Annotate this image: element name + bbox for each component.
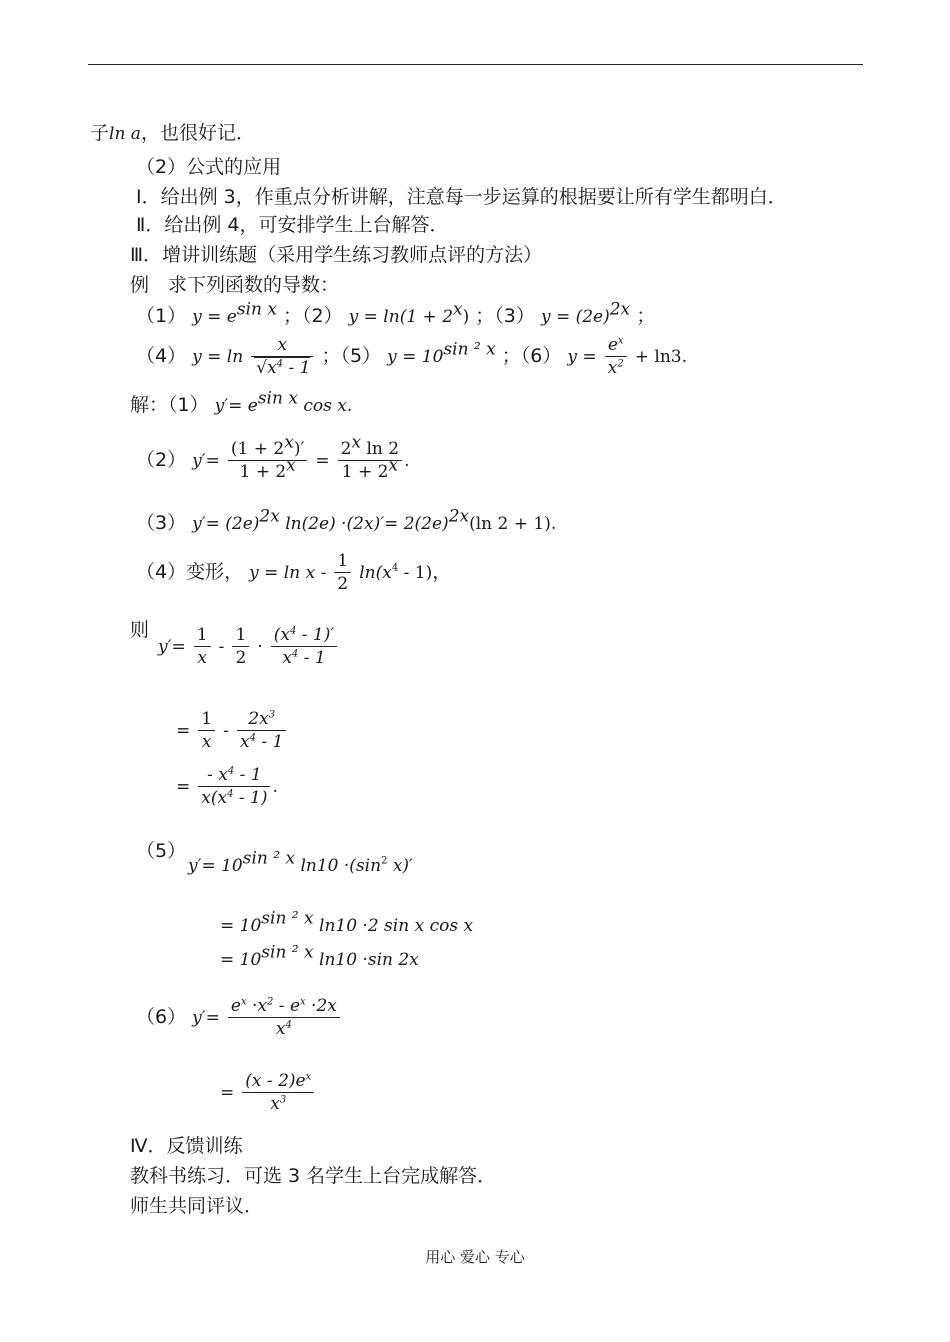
text-line: Ⅲ．增讲训练题（采用学生练习教师点评的方法）	[130, 244, 543, 266]
solution-row-4-step1: y′= $\frac{1}{x}$ - $\frac{1}{2}$ · $\frac{(x^4 - 1)'}{x^4 - 1}$	[158, 624, 339, 669]
solution-row-1: 解：（1） $y'= e^{sin x}$ cos x.	[130, 388, 353, 416]
solution-row-4-step2: = $\frac{1}{x}$ - $\frac{2x^3}{x^4 - 1}$	[176, 708, 288, 753]
fraction: $\frac{e^x \cdot x^2 - e^x \cdot 2x}{x^4}$	[228, 995, 340, 1040]
text-line: 教科书练习．可选 3 名学生上台完成解答．	[130, 1165, 497, 1187]
text-line: 师生共同评议．	[130, 1195, 264, 1217]
solution-row-3: （3） $y'= (2e)^{2x}$ $\ln(2e) \cdot(2x)'= 2(2e)^{2x}(\ln$ 2 + 1).	[136, 506, 557, 534]
solution-label: 则	[130, 619, 150, 641]
problem-row-1: （1） $y = e^{sin x}$ ；（2） $y = \ln(1 + 2^x)$ ；（3） $y = (2e)^{2x}$ ；	[136, 299, 656, 327]
page-footer: 用心 爱心 专心	[425, 1248, 525, 1266]
fraction: $\frac{- x^4 - 1}{x(x^4 - 1)}$	[198, 764, 270, 809]
text-line: Ⅰ．给出例 3，作重点分析讲解，注意每一步运算的根据要让所有学生都明白．	[136, 186, 787, 208]
fraction: $\frac{1}{2}$	[334, 550, 351, 595]
text-line: 例 求下列函数的导数：	[130, 274, 340, 296]
solution-row-5-step3: = $10^{sin ^2 x}$ ln10 ·sin 2x	[220, 942, 419, 970]
solution-row-6-step2: = $\frac{(x - 2)e^x}{x^3}$	[220, 1070, 316, 1115]
section-heading: Ⅳ．反馈训练	[130, 1135, 243, 1157]
solution-row-4: （4）变形， y = ln x - $\frac{1}{2}$ $\ln(x^4 - 1)$，	[136, 551, 452, 594]
text-line: Ⅱ．给出例 4，可安排学生上台解答．	[136, 214, 449, 236]
solution-row-5-step1: $y'= 10^{sin ^2 x}$ $\ln 10 \cdot(\sin^2$ x)′	[188, 848, 413, 876]
text-line: 子ln a，也很好记．	[90, 122, 255, 144]
fraction: $\frac{1}{x}$	[194, 624, 211, 669]
header-rule	[88, 64, 863, 65]
problem-row-2: （4） y = ln $\frac{x}{√x^4 - 1}$ ；（5） $y = 10^{sin ^2 x}$ ；（6） y = $\frac{e^x}{x^2}$ + ln3.	[136, 335, 688, 378]
subheading: （2）公式的应用	[136, 156, 282, 178]
fraction: $\frac{2^x \ln 2}{1 + 2^x}$	[338, 438, 402, 483]
solution-row-2: （2） y′= $\frac{(1 + 2^x)'}{1 + 2^x}$ = $\frac{2^x \ln 2}{1 + 2^x}$ .	[136, 432, 410, 482]
fraction: $\frac{(1 + 2^x)'}{1 + 2^x}$	[228, 438, 307, 483]
solution-row-5-step2: = $10^{sin ^2 x}$ ln10 ·2 sin x cos x	[220, 908, 474, 936]
fraction: $\frac{1}{x}$	[198, 708, 215, 753]
fraction: $\frac{(x - 2)e^x}{x^3}$	[242, 1070, 314, 1115]
solution-row-6-step1: （6） y′= $\frac{e^x \cdot x^2 - e^x \cdot 2x}{x^4}$	[136, 995, 342, 1040]
solution-row-4-step3: = $\frac{- x^4 - 1}{x(x^4 - 1)}$ .	[176, 765, 278, 808]
solution-label: （5）	[136, 840, 187, 862]
fraction: $\frac{2x^3}{x^4 - 1}$	[237, 708, 286, 753]
fraction: $\frac{1}{2}$	[232, 624, 249, 669]
fraction: $\frac{e^x}{x^2}$	[605, 334, 627, 379]
fraction: $\frac{(x^4 - 1)'}{x^4 - 1}$	[271, 624, 337, 669]
fraction: $\frac{x}{√x^4 - 1}$	[251, 334, 313, 379]
